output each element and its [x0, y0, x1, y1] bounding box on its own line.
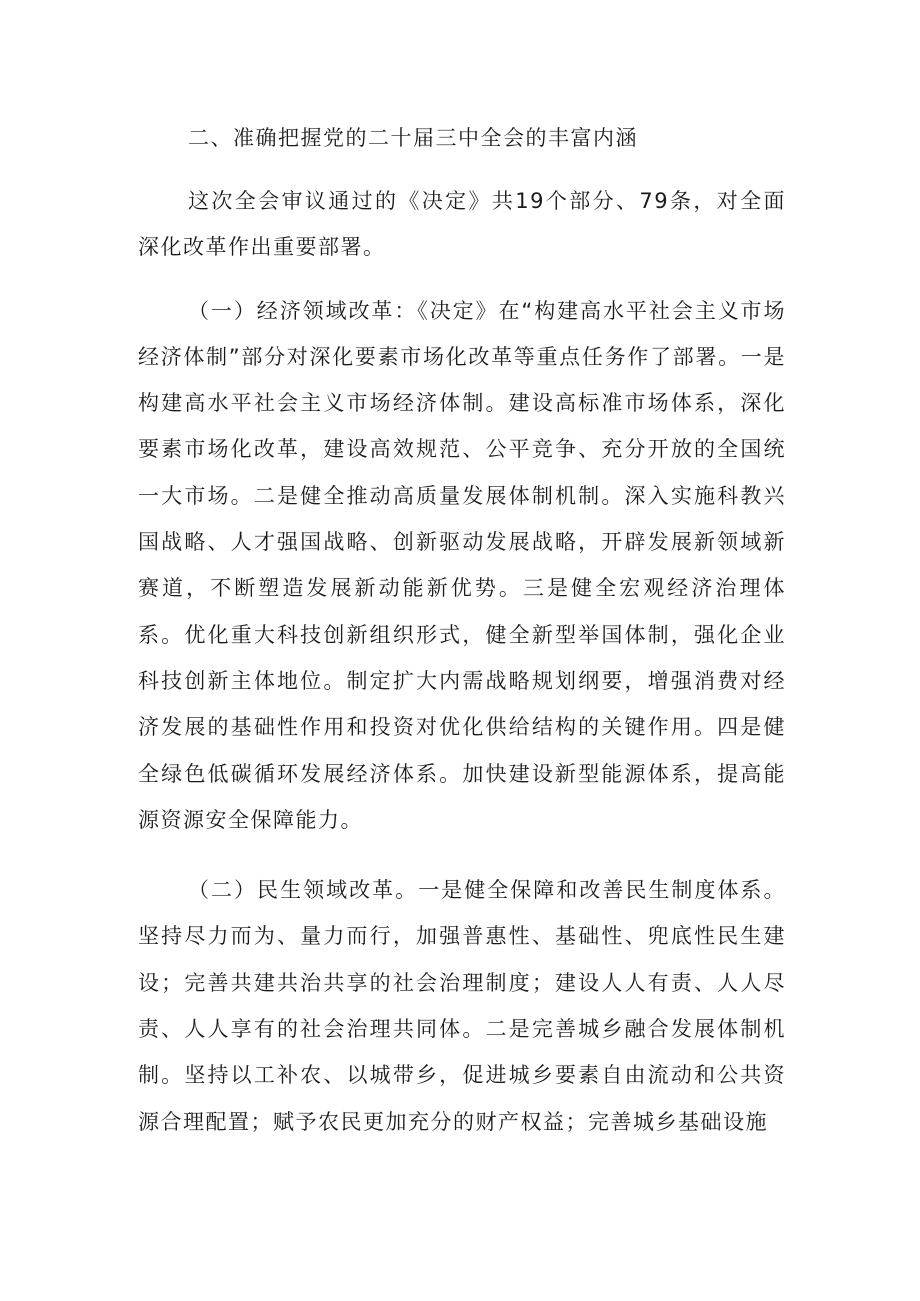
economic-reform-paragraph: （一）经济领域改革：《决定》在“构建高水平社会主义市场经济体制”部分对深化要素市场化改革等重点任务作了部署。一是构建高水平社会主义市场经济体制。建设高标准市场体系，深化要素市场化改革，建设高效规范、公平竞争、充分开放的全国统一大市场。二是健全推动高质量发展体制机制。深入实施科教兴国战略、人才强国战略、创新驱动发展战略，开辟发展新领域新赛道，不断塑造发展新动能新优势。三是健全宏观经济治理体系。优化重大科技创新组织形式，健全新型举国体制，强化企业科技创新主体地位。制定扩大内需战略规划纲要，增强消费对经济发展的基础性作用和投资对优化供给结构的关键作用。四是健全绿色低碳循环发展经济体系。加快建设新型能源体系，提高能源资源安全保障能力。 — [138, 298, 786, 832]
section-heading: 二、准确把握党的二十届三中全会的丰富内涵 — [188, 126, 638, 150]
intro-paragraph: 这次全会审议通过的《决定》共19个部分、79条，对全面深化改革作出重要部署。 — [138, 189, 786, 260]
document-body — [138, 115, 786, 1162]
livelihood-reform-paragraph: （二）民生领域改革。一是健全保障和改善民生制度体系。坚持尽力而为、量力而行，加强普惠性、基础性、兜底性民生建设；完善共建共治共享的社会治理制度；建设人人有责、人人尽责、人人享有的社会治理共同体。二是完善城乡融合发展体制机制。坚持以工补农、以城带乡，促进城乡要素自由流动和公共资源合理配置；赋予农民更加充分的财产权益；完善城乡基础设施 — [138, 878, 786, 1134]
